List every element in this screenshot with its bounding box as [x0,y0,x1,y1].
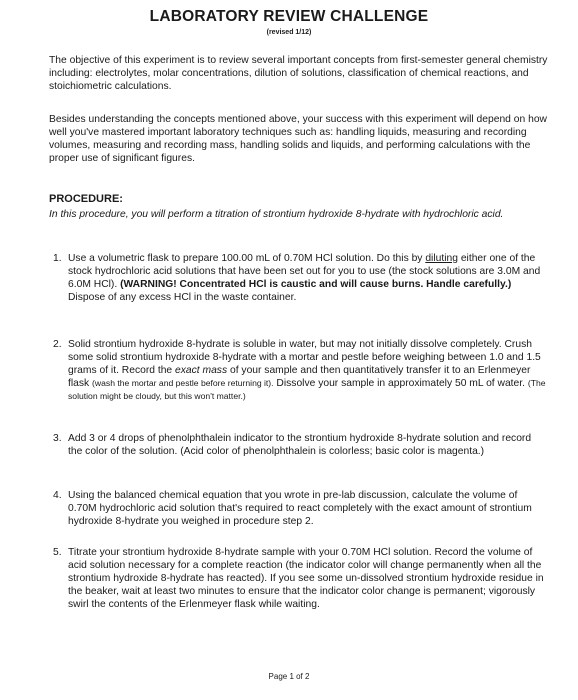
step-text-part: Dissolve your sample in approximately 50 mL of water. [273,378,528,389]
warning-text: (WARNING! Concentrated HCl is caustic and will cause burns. Handle carefully.) [120,279,512,290]
procedure-heading: PROCEDURE: [49,193,123,205]
document-title: LABORATORY REVIEW CHALLENGE [149,8,429,25]
step-number: 3. [53,433,62,444]
techniques-paragraph: Besides understanding the concepts mentioned above, your success with this experiment will depend on how well you've mastered important laboratory techniques such as: handling liquids, measuring and recording volumes, measuring and recording mass, handling solids and liquids, and performing calculations with the proper use of significant figures. [49,114,547,164]
italic-phrase: exact mass [175,365,228,376]
step-text: Titrate your strontium hydroxide 8-hydrate sample with your 0.70M HCl solution. Record the volume of acid solution necessary for a complete reaction (the indicator color will change permanently when all the strontium hydroxide 8-hydrate has reacted). If you see some un-dissolved strontium hydroxide residue in the beaker, wait at least two minutes to ensure that the indicator color change is permanent; vigorously swirl the contents of the Erlenmeyer flask while waiting. [68,547,544,610]
procedure-intro: In this procedure, you will perform a titration of strontium hydroxide 8-hydrate with hydrochloric acid. [49,209,504,220]
step-number: 4. [53,490,62,501]
step-text-part: Dispose of any excess HCl in the waste container. [68,292,297,303]
step-text [68,338,546,403]
step-number: 2. [53,339,62,350]
step-text-part: Solid strontium hydroxide 8-hydrate is soluble in water, but may not initially dissolve completely. Crush some solid strontium hydroxide 8-hydrate with a mortar and pestle before weighing between 1.0 and 1.5 grams of it. Record the [68,339,541,376]
step-text [68,252,546,304]
step-text-part: of your sample and then quantitatively transfer it to an Erlenmeyer flask [68,365,531,389]
step-number: 1. [53,253,62,264]
small-note: (wash the mortar and pestle before returning it). [92,378,274,388]
step-text-part: either one of the stock hydrochloric acid solutions that have been set out for you to use (the stock solutions are 3.0M and 6.0M HCl). [68,253,541,290]
underlined-word: diluting [425,253,458,264]
step-text: Using the balanced chemical equation that you wrote in pre-lab discussion, calculate the volume of 0.70M hydrochloric acid solution that's required to react completely with the exact amount of strontium hydroxide 8-hydrate you weighed in procedure step 2. [68,490,532,527]
objective-paragraph: The objective of this experiment is to review several important concepts from first-semester general chemistry including: electrolytes, molar concentrations, dilution of solutions, classification of chemical reactions, and stoichiometric calculations. [49,55,548,92]
page-number: Page 1 of 2 [268,672,310,681]
step-text: Add 3 or 4 drops of phenolphthalein indicator to the strontium hydroxide 8-hydrate solution and record the color of the solution. (Acid color of phenolphthalein is colorless; basic color is magenta.) [68,433,532,457]
step-number: 5. [53,547,62,558]
step-text-part: Use a volumetric flask to prepare 100.00 mL of 0.70M HCl solution. Do this by [68,253,426,264]
revision-note: (revised 1/12) [266,29,312,36]
small-note: (The solution might be cloudy, but this won't matter.) [68,378,546,401]
